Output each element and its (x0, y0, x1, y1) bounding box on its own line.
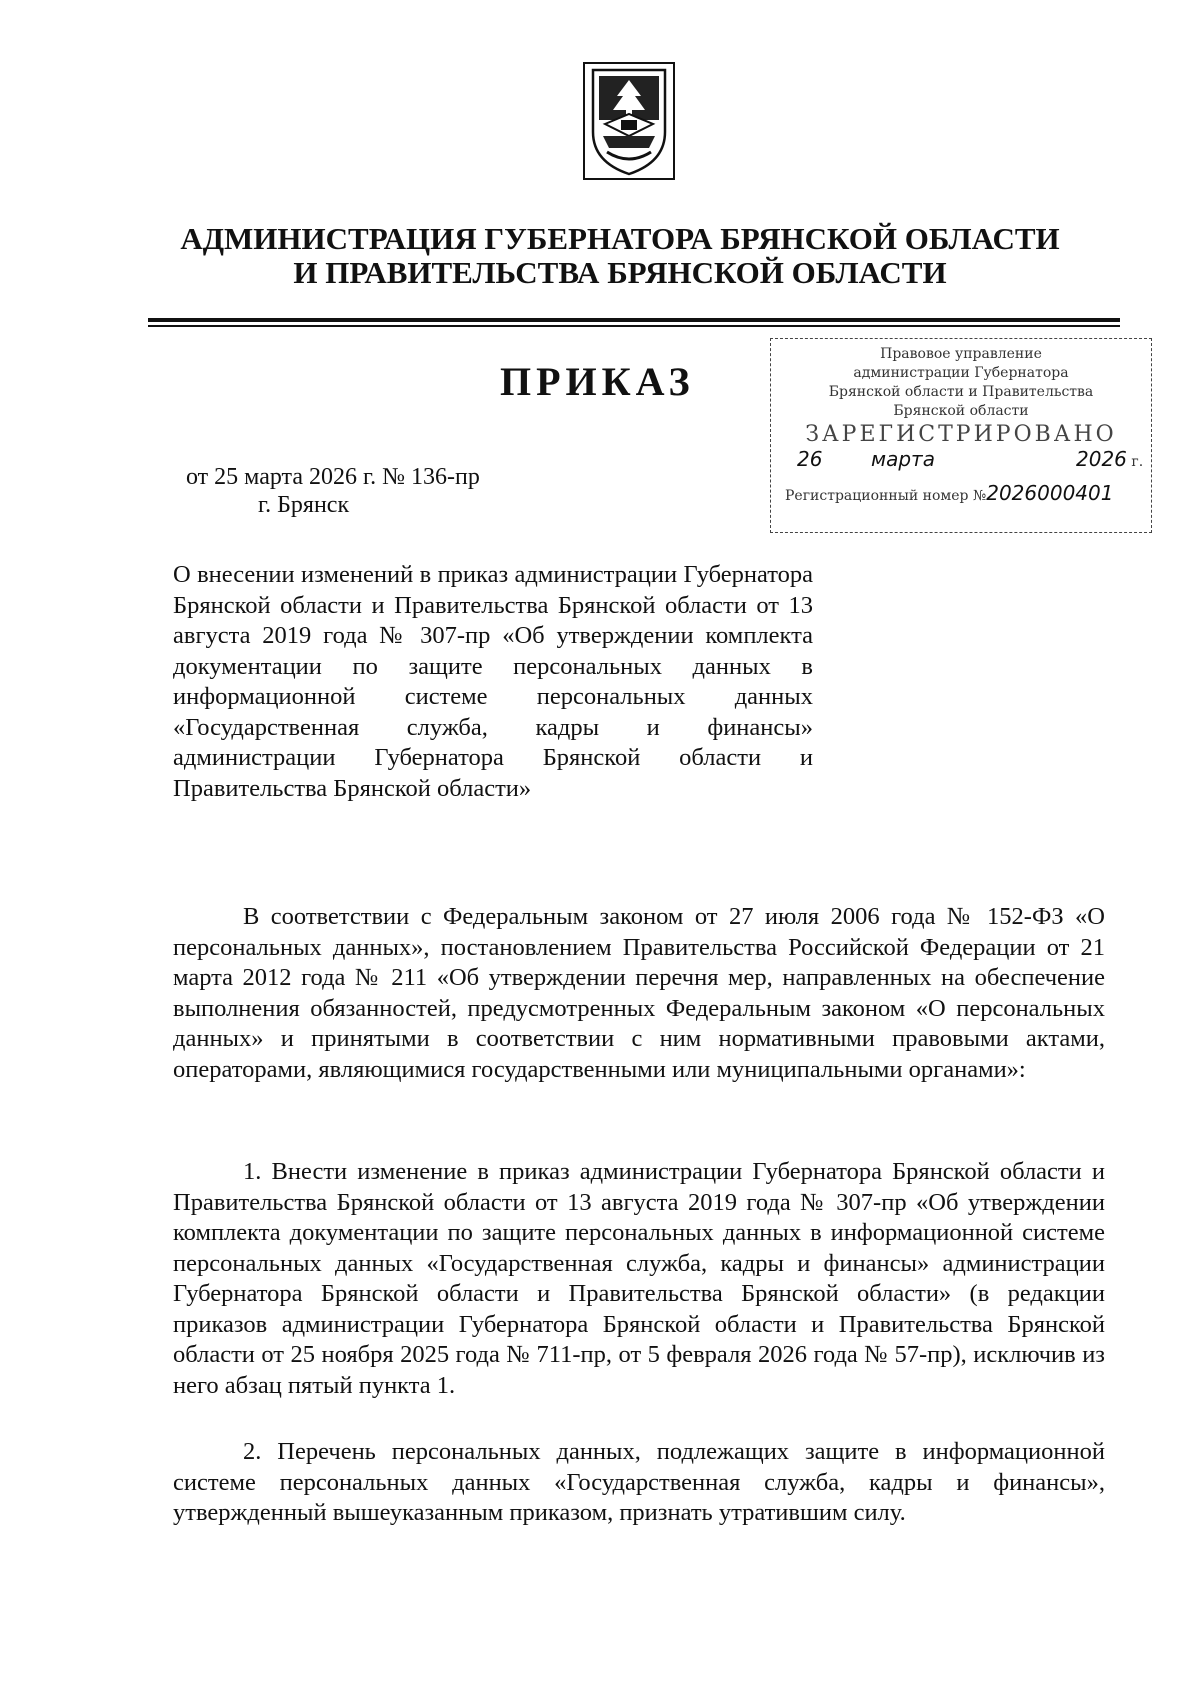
stamp-date-year-group (1076, 447, 1144, 472)
header-line-1: АДМИНИСТРАЦИЯ ГУБЕРНАТОРА БРЯНСКОЙ ОБЛАСТИ (180, 221, 1060, 256)
item-1-paragraph: 1. Внести изменение в приказ администрации Губернатора Брянской области и Правительства Брянской области от 13 августа 2019 года № 307-пр «Об утверждении комплекта документации по защите персональных данных в информационной системе персональных данных «Государственная служба, кадры и финансы» администрации Губернатора Брянской области и Правительства Брянской области» (в редакции приказов администрации Губернатора Брянской области и Правительства Брянской области от 25 ноября 2025 года № 711-пр, от 5 февраля 2026 года № 57-пр), исключив из него абзац пятый пункта 1. (173, 1158, 1105, 1399)
stamp-org-line-2: администрации Губернатора (853, 365, 1069, 381)
preamble-paragraph: В соответствии с Федеральным законом от 27 июля 2006 года № 152-ФЗ «О персональных данных», постановлением Правительства Российской Федерации от 21 марта 2012 года № 211 «Об утверждении перечня мер, направленных на обеспечение выполнения обязанностей, предусмотренных Федеральным законом «О персональных данных» и принятыми в соответствии с ним нормативными правовыми актами, операторами, являющимися государственными или муниципальными органами»: (173, 903, 1105, 1083)
order-item-1 (173, 1157, 1105, 1401)
stamp-org-line-4: Брянской области (893, 403, 1029, 419)
stamp-reg-number-row (771, 481, 1151, 506)
stamp-org-line-1: Правовое управление (880, 346, 1042, 362)
order-city: г. Брянск (258, 492, 350, 518)
item-2-paragraph: 2. Перечень персональных данных, подлежащих защите в информационной системе персональных данных «Государственная служба, кадры и финансы», утвержденный вышеуказанным приказом, признать утратившим силу. (173, 1438, 1105, 1526)
order-item-2 (173, 1437, 1105, 1529)
stamp-registered-label: ЗАРЕГИСТРИРОВАНО (805, 422, 1117, 447)
header-divider-thick (148, 318, 1120, 322)
stamp-reg-number-label: Регистрационный номер № (785, 488, 987, 504)
order-subject: О внесении изменений в приказ администрации Губернатора Брянской области и Правительства Брянской области от 13 августа 2019 года № 307-пр «Об утверждении комплекта документации по защите персональных данных в информационной системе персональных данных «Государственная служба, кадры и финансы» администрации Губернатора Брянской области и Правительства Брянской области» (173, 561, 813, 802)
stamp-date-month: марта (871, 447, 935, 471)
order-preamble (173, 902, 1105, 1085)
stamp-date-row (771, 447, 1151, 480)
document-title: ПРИКАЗ (500, 359, 695, 404)
registration-stamp (770, 338, 1152, 533)
header-divider-thin (148, 325, 1120, 327)
coat-of-arms-emblem (583, 62, 675, 180)
order-date-number: от 25 марта 2026 г. № 136-пр (186, 464, 480, 490)
stamp-date-year-suffix: г. (1131, 454, 1144, 470)
stamp-date-year: 2026 (1076, 447, 1127, 471)
organization-header (160, 222, 1080, 290)
stamp-org-line-3: Брянской области и Правительства (828, 384, 1094, 400)
header-line-2: И ПРАВИТЕЛЬСТВА БРЯНСКОЙ ОБЛАСТИ (293, 255, 947, 290)
stamp-reg-number: 2026000401 (986, 481, 1114, 505)
stamp-date-day: 26 (797, 447, 823, 471)
